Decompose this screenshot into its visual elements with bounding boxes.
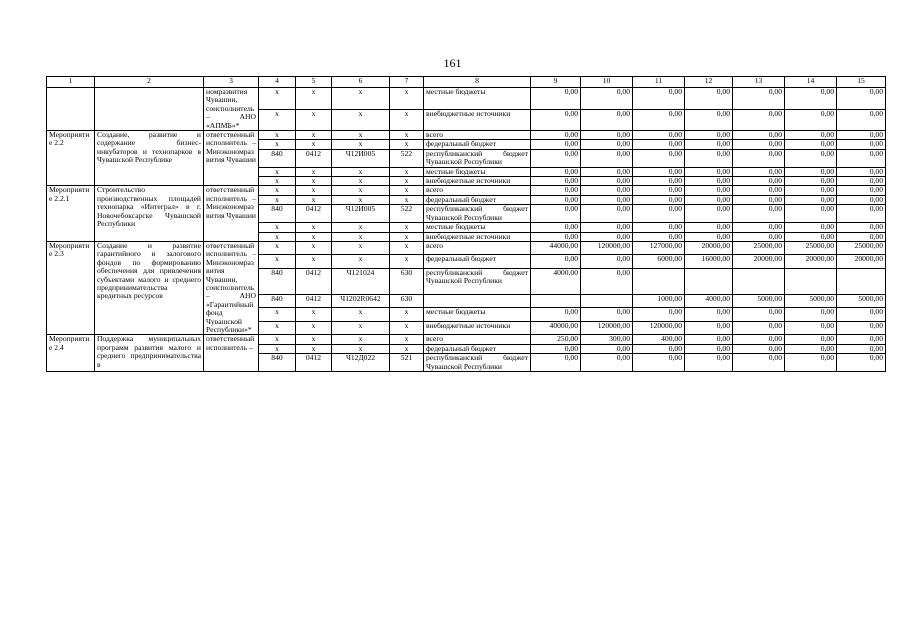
activity-title: Строительство производственных площадей технопарка «Интеграл» в г. Новочебоксарске Чувашской Республики [95,186,204,241]
amount-cell: 0,00 [581,149,633,167]
funding-source: всего [424,186,531,195]
amount-cell: 0,00 [837,205,886,223]
funding-source: внебюджетные источники [424,321,531,335]
table-row [47,88,886,110]
funding-source: внебюджетные источники [424,109,531,131]
amount-cell: 0,00 [633,354,685,372]
amount-cell: 0,00 [633,232,685,241]
budget-code-cell: 0412 [296,205,332,223]
amount-cell: 0,00 [581,223,633,232]
amount-cell: 0,00 [581,109,633,131]
amount-cell: 0,00 [785,321,837,335]
amount-cell: 1000,00 [633,294,685,308]
amount-cell [733,269,785,295]
budget-code-cell: x [259,109,296,131]
budget-code-cell: x [390,255,424,269]
amount-cell: 0,00 [633,205,685,223]
funding-source: местные бюджеты [424,88,531,110]
amount-cell: 0,00 [785,308,837,322]
amount-cell: 0,00 [685,186,733,195]
amount-cell: 0,00 [633,149,685,167]
amount-cell: 120000,00 [581,241,633,255]
amount-cell: 0,00 [581,354,633,372]
column-number: 9 [531,77,581,88]
budget-code-cell: x [332,88,390,110]
amount-cell: 0,00 [633,308,685,322]
amount-cell: 0,00 [785,131,837,140]
budget-code-cell: x [390,131,424,140]
amount-cell: 0,00 [785,223,837,232]
budget-code-cell: x [296,186,332,195]
funding-source: внебюджетные источники [424,232,531,241]
amount-cell: 20000,00 [785,255,837,269]
responsible-executor: номразвития Чувашии, соисполнитель – АНО «АПМБ»* [204,88,259,131]
budget-code-cell: x [390,88,424,110]
amount-cell: 0,00 [785,167,837,176]
amount-cell: 0,00 [581,205,633,223]
amount-cell: 0,00 [531,177,581,186]
funding-source [424,294,531,308]
budget-code-cell: 522 [390,205,424,223]
amount-cell: 0,00 [531,354,581,372]
amount-cell: 0,00 [837,344,886,353]
amount-cell: 0,00 [733,140,785,149]
amount-cell: 0,00 [685,223,733,232]
budget-code-cell: x [390,186,424,195]
column-number: 11 [633,77,685,88]
amount-cell: 0,00 [785,354,837,372]
budget-code-cell: 840 [259,205,296,223]
amount-cell: 0,00 [581,232,633,241]
budget-code-cell: x [296,223,332,232]
amount-cell: 0,00 [531,186,581,195]
responsible-executor: ответственный исполнитель – Минэкономразвития Чувашии [204,131,259,186]
amount-cell: 0,00 [685,321,733,335]
amount-cell: 0,00 [685,131,733,140]
amount-cell: 0,00 [685,195,733,204]
amount-cell: 0,00 [531,232,581,241]
amount-cell: 400,00 [633,335,685,344]
budget-code-cell: x [296,88,332,110]
funding-source: федеральный бюджет [424,195,531,204]
amount-cell: 0,00 [685,109,733,131]
amount-cell: 20000,00 [837,255,886,269]
amount-cell: 250,00 [531,335,581,344]
amount-cell: 0,00 [837,223,886,232]
amount-cell: 0,00 [531,149,581,167]
column-number: 4 [259,77,296,88]
funding-source: республиканский бюджет Чувашской Республики [424,354,531,372]
budget-code-cell: x [259,195,296,204]
amount-cell: 0,00 [531,308,581,322]
amount-cell: 0,00 [531,255,581,269]
activity-title: Создание, развитие и содержание бизнес-инкубаторов и технопарков в Чувашской Республике [95,131,204,186]
budget-code-cell: x [259,223,296,232]
funding-source: местные бюджеты [424,223,531,232]
amount-cell: 0,00 [531,109,581,131]
amount-cell: 0,00 [633,88,685,110]
amount-cell: 5000,00 [837,294,886,308]
budget-code-cell: x [259,321,296,335]
budget-code-cell: x [332,167,390,176]
amount-cell: 0,00 [581,88,633,110]
budget-code-cell: x [390,321,424,335]
amount-cell: 0,00 [837,335,886,344]
amount-cell: 0,00 [531,167,581,176]
amount-cell: 0,00 [633,109,685,131]
budget-code-cell: x [390,109,424,131]
budget-code-cell: 0412 [296,294,332,308]
column-number: 12 [685,77,733,88]
amount-cell [531,294,581,308]
budget-code-cell: Ч12И005 [332,149,390,167]
amount-cell: 5000,00 [733,294,785,308]
amount-cell: 0,00 [785,344,837,353]
budget-code-cell: x [332,186,390,195]
column-number: 1 [47,77,95,88]
amount-cell: 0,00 [581,269,633,295]
budget-code-cell: 630 [390,269,424,295]
budget-code-cell: x [296,167,332,176]
amount-cell: 0,00 [633,195,685,204]
amount-cell: 0,00 [733,205,785,223]
budget-table [46,76,886,372]
budget-code-cell: x [296,255,332,269]
budget-code-cell: x [332,140,390,149]
amount-cell: 0,00 [733,177,785,186]
amount-cell: 0,00 [633,344,685,353]
amount-cell: 0,00 [733,186,785,195]
amount-cell: 0,00 [633,140,685,149]
responsible-executor: ответственный исполнитель – Минэкономразвития Чувашии [204,186,259,241]
budget-code-cell: x [259,241,296,255]
budget-code-cell: x [259,167,296,176]
budget-code-cell: x [332,255,390,269]
budget-code-cell: x [390,140,424,149]
amount-cell: 5000,00 [785,294,837,308]
budget-code-cell: 521 [390,354,424,372]
budget-code-cell: x [296,109,332,131]
budget-code-cell: 840 [259,149,296,167]
amount-cell: 25000,00 [733,241,785,255]
budget-code-cell: x [332,344,390,353]
amount-cell: 0,00 [685,167,733,176]
column-number: 15 [837,77,886,88]
amount-cell: 0,00 [785,186,837,195]
amount-cell [837,269,886,295]
budget-code-cell: x [259,335,296,344]
budget-code-cell: x [332,195,390,204]
budget-code-cell: x [296,321,332,335]
activity-title: Поддержка муниципальных программ развития малого и среднего предпринимательства в [95,335,204,372]
amount-cell: 0,00 [581,308,633,322]
amount-cell: 4000,00 [531,269,581,295]
budget-code-cell: 522 [390,149,424,167]
funding-source: всего [424,241,531,255]
amount-cell: 0,00 [531,344,581,353]
amount-cell: 0,00 [837,321,886,335]
amount-cell: 0,00 [733,321,785,335]
budget-code-cell: x [259,140,296,149]
amount-cell: 0,00 [581,140,633,149]
amount-cell: 0,00 [785,335,837,344]
budget-code-cell: x [390,223,424,232]
amount-cell: 0,00 [733,167,785,176]
funding-source: всего [424,335,531,344]
amount-cell: 0,00 [685,177,733,186]
amount-cell: 20000,00 [733,255,785,269]
budget-code-cell: x [390,177,424,186]
amount-cell: 0,00 [733,195,785,204]
budget-code-cell: x [390,241,424,255]
column-number: 8 [424,77,531,88]
budget-code-cell: x [296,131,332,140]
amount-cell: 0,00 [581,186,633,195]
amount-cell: 120000,00 [581,321,633,335]
amount-cell: 0,00 [581,255,633,269]
amount-cell: 0,00 [685,354,733,372]
table-row [47,186,886,195]
budget-code-cell: 840 [259,269,296,295]
amount-cell: 0,00 [531,88,581,110]
column-number-row [47,77,886,88]
funding-source: федеральный бюджет [424,140,531,149]
amount-cell: 0,00 [633,186,685,195]
funding-source: республиканский бюджет Чувашской Республики [424,149,531,167]
funding-source: республиканский бюджет Чувашской Республики [424,205,531,223]
amount-cell: 0,00 [633,223,685,232]
budget-code-cell: x [296,177,332,186]
funding-source: республиканский бюджет Чувашской Республики [424,269,531,295]
amount-cell: 0,00 [733,88,785,110]
amount-cell: 0,00 [837,131,886,140]
budget-code-cell: x [332,308,390,322]
budget-code-cell: x [332,335,390,344]
amount-cell: 0,00 [531,140,581,149]
amount-cell: 0,00 [685,232,733,241]
amount-cell: 0,00 [685,205,733,223]
column-number: 5 [296,77,332,88]
amount-cell: 0,00 [837,354,886,372]
activity-title: Создание и развитие гарантийного и залогового фондов по формированию обеспечения для привлечения субъектами малого и среднего предпринимательства кредитных ресурсов [95,241,204,334]
budget-code-cell: Ч12Д022 [332,354,390,372]
responsible-executor: ответственный исполнитель – Минэкономразвития Чувашии, соисполнитель – АНО «Гарантийный фонд Чувашской Республики»* [204,241,259,334]
table-row [47,241,886,255]
amount-cell [685,269,733,295]
column-number: 7 [390,77,424,88]
amount-cell [785,269,837,295]
budget-code-cell: x [296,232,332,241]
amount-cell: 0,00 [733,131,785,140]
amount-cell: 20000,00 [685,241,733,255]
table-row [47,335,886,344]
amount-cell: 127000,00 [633,241,685,255]
funding-source: местные бюджеты [424,167,531,176]
column-number: 13 [733,77,785,88]
responsible-executor: ответственный исполнитель – [204,335,259,372]
funding-source: федеральный бюджет [424,344,531,353]
funding-source: внебюджетные источники [424,177,531,186]
amount-cell: 0,00 [685,308,733,322]
budget-code-cell: x [390,344,424,353]
budget-code-cell: 0412 [296,354,332,372]
amount-cell [633,269,685,295]
budget-code-cell: x [390,308,424,322]
amount-cell [581,294,633,308]
amount-cell: 44000,00 [531,241,581,255]
amount-cell: 0,00 [581,131,633,140]
amount-cell: 0,00 [785,109,837,131]
amount-cell: 0,00 [733,308,785,322]
amount-cell: 40000,00 [531,321,581,335]
budget-code-cell: x [332,109,390,131]
budget-code-cell: x [296,195,332,204]
amount-cell: 16000,00 [685,255,733,269]
amount-cell: 0,00 [785,88,837,110]
budget-code-cell: x [390,335,424,344]
column-number: 6 [332,77,390,88]
amount-cell: 0,00 [785,149,837,167]
amount-cell: 0,00 [733,344,785,353]
amount-cell: 0,00 [633,167,685,176]
budget-code-cell: x [296,335,332,344]
amount-cell: 0,00 [531,131,581,140]
amount-cell: 0,00 [785,177,837,186]
amount-cell: 0,00 [685,88,733,110]
column-number: 3 [204,77,259,88]
budget-code-cell: x [259,186,296,195]
budget-code-cell: x [296,344,332,353]
amount-cell: 0,00 [733,223,785,232]
budget-code-cell: Ч121024 [332,269,390,295]
amount-cell: 0,00 [685,335,733,344]
budget-code-cell: 0412 [296,269,332,295]
amount-cell: 0,00 [837,88,886,110]
amount-cell: 0,00 [581,344,633,353]
amount-cell: 0,00 [733,232,785,241]
column-number: 2 [95,77,204,88]
budget-code-cell: 0412 [296,149,332,167]
column-number: 10 [581,77,633,88]
amount-cell: 0,00 [581,167,633,176]
amount-cell: 0,00 [531,223,581,232]
amount-cell: 0,00 [581,177,633,186]
amount-cell: 0,00 [837,140,886,149]
page-number: 161 [443,56,462,70]
amount-cell: 25000,00 [837,241,886,255]
amount-cell: 0,00 [531,205,581,223]
amount-cell: 0,00 [837,149,886,167]
amount-cell: 0,00 [685,344,733,353]
budget-code-cell: x [296,241,332,255]
budget-code-cell: x [259,344,296,353]
budget-code-cell: x [390,195,424,204]
budget-code-cell: x [332,177,390,186]
budget-code-cell: x [296,140,332,149]
amount-cell: 0,00 [837,177,886,186]
amount-cell: 0,00 [733,354,785,372]
budget-code-cell: Ч1202R0642 [332,294,390,308]
amount-cell: 120000,00 [633,321,685,335]
amount-cell: 0,00 [685,149,733,167]
budget-code-cell: 840 [259,354,296,372]
amount-cell: 25000,00 [785,241,837,255]
activity-code: Мероприятие 2.2 [47,131,95,186]
activity-code: Мероприятие 2.2.1 [47,186,95,241]
budget-code-cell: x [332,321,390,335]
budget-code-cell: Ч12И005 [332,205,390,223]
budget-code-cell: x [332,232,390,241]
amount-cell: 0,00 [785,205,837,223]
budget-code-cell: x [296,308,332,322]
budget-code-cell: x [390,167,424,176]
amount-cell: 0,00 [581,195,633,204]
amount-cell: 0,00 [531,195,581,204]
amount-cell: 4000,00 [685,294,733,308]
amount-cell: 0,00 [785,195,837,204]
budget-code-cell: 630 [390,294,424,308]
budget-code-cell: x [332,131,390,140]
amount-cell: 6000,00 [633,255,685,269]
amount-cell: 0,00 [785,232,837,241]
amount-cell: 0,00 [837,167,886,176]
column-number: 14 [785,77,837,88]
amount-cell: 0,00 [633,177,685,186]
amount-cell: 300,00 [581,335,633,344]
amount-cell: 0,00 [733,149,785,167]
amount-cell: 0,00 [837,232,886,241]
funding-source: всего [424,131,531,140]
budget-code-cell: x [390,232,424,241]
amount-cell: 0,00 [837,195,886,204]
amount-cell: 0,00 [837,308,886,322]
budget-code-cell: x [332,223,390,232]
budget-code-cell: x [259,255,296,269]
amount-cell: 0,00 [685,140,733,149]
activity-code: Мероприятие 2.4 [47,335,95,372]
budget-code-cell: x [332,241,390,255]
amount-cell: 0,00 [733,109,785,131]
budget-code-cell: x [259,88,296,110]
activity-code: Мероприятие 2.3 [47,241,95,334]
budget-code-cell: 840 [259,294,296,308]
amount-cell: 0,00 [837,109,886,131]
amount-cell: 0,00 [633,131,685,140]
activity-code [47,88,95,131]
budget-code-cell: x [259,177,296,186]
budget-code-cell: x [259,308,296,322]
amount-cell: 0,00 [733,335,785,344]
activity-title [95,88,204,131]
table-row [47,131,886,140]
amount-cell: 0,00 [785,140,837,149]
budget-code-cell: x [259,131,296,140]
budget-code-cell: x [259,232,296,241]
amount-cell: 0,00 [837,186,886,195]
funding-source: местные бюджеты [424,308,531,322]
funding-source: федеральный бюджет [424,255,531,269]
